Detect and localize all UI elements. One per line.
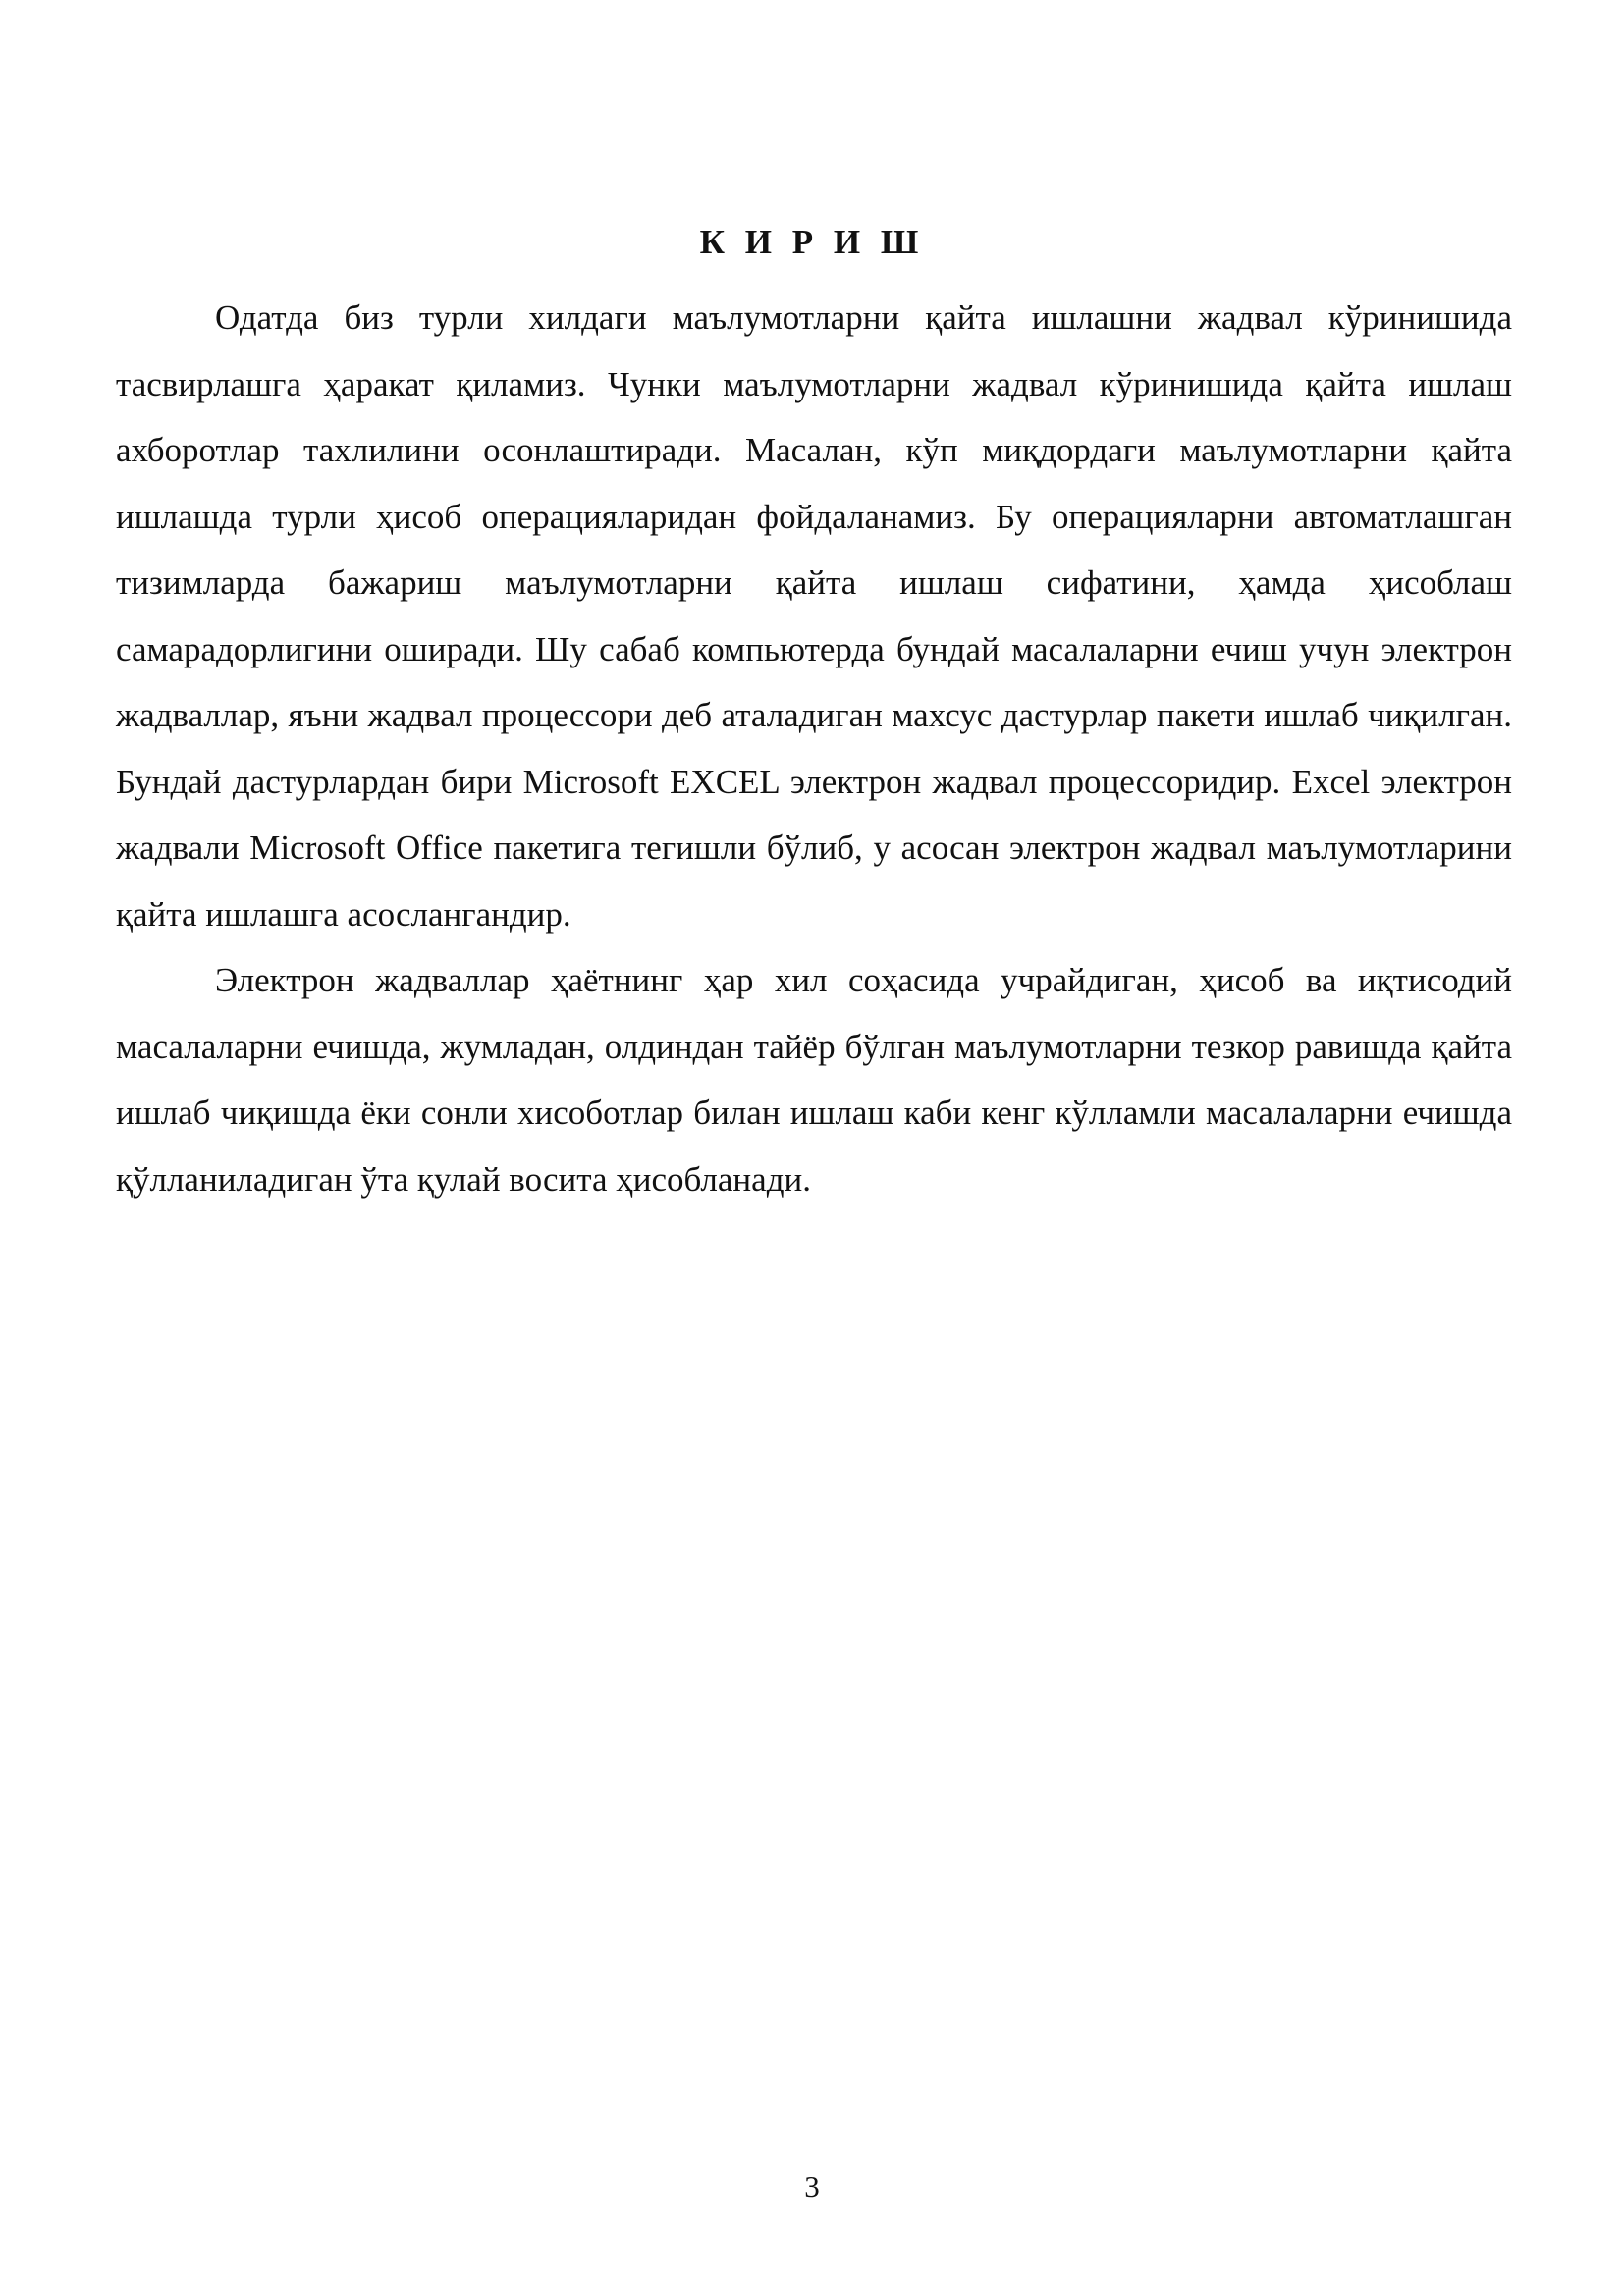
page-number: 3 — [804, 2169, 820, 2204]
paragraph-2: Электрон жадваллар ҳаётнинг ҳар хил соҳасида учрайдиган, ҳисоб ва иқтисодий масалаларни ечишда, жумладан, олдиндан тайёр бўлган маълумотларни тезкор равишда қайта ишлаб чиқишда ёки сонли хисоботлар билан ишлаш каби кенг кўлламли масалаларни ечишда қўлланиладиган ўта қулай восита ҳисобланади. — [116, 961, 1512, 1199]
section-title: К И Р И Ш — [699, 223, 925, 261]
body-text — [116, 285, 1512, 1212]
paragraph-1: Одатда биз турли хилдаги маълумотларни қайта ишлашни жадвал кўринишида тасвирлашга ҳаракат қиламиз. Чунки маълумотларни жадвал кўринишида қайта ишлаш ахборотлар тахлилини осонлаштиради. Масалан, кўп миқдордаги маълумотларни қайта ишлашда турли ҳисоб операцияларидан фойдаланамиз. Бу операцияларни автоматлашган тизимларда бажариш маълумотларни қайта ишлаш сифатини, ҳамда ҳисоблаш самарадорлигини оширади. Шу сабаб компьютерда бундай масалаларни ечиш учун электрон жадваллар, яъни жадвал процессори деб аталадиган махсус дастурлар пакети ишлаб чиқилган. Бундай дастурлардан бири Microsoft EXCEL электрон жадвал процессоридир. Excel электрон жадвали Microsoft Office пакетига тегишли бўлиб, у асосан электрон жадвал маълумотларини қайта ишлашга асослангандир. — [116, 298, 1512, 934]
